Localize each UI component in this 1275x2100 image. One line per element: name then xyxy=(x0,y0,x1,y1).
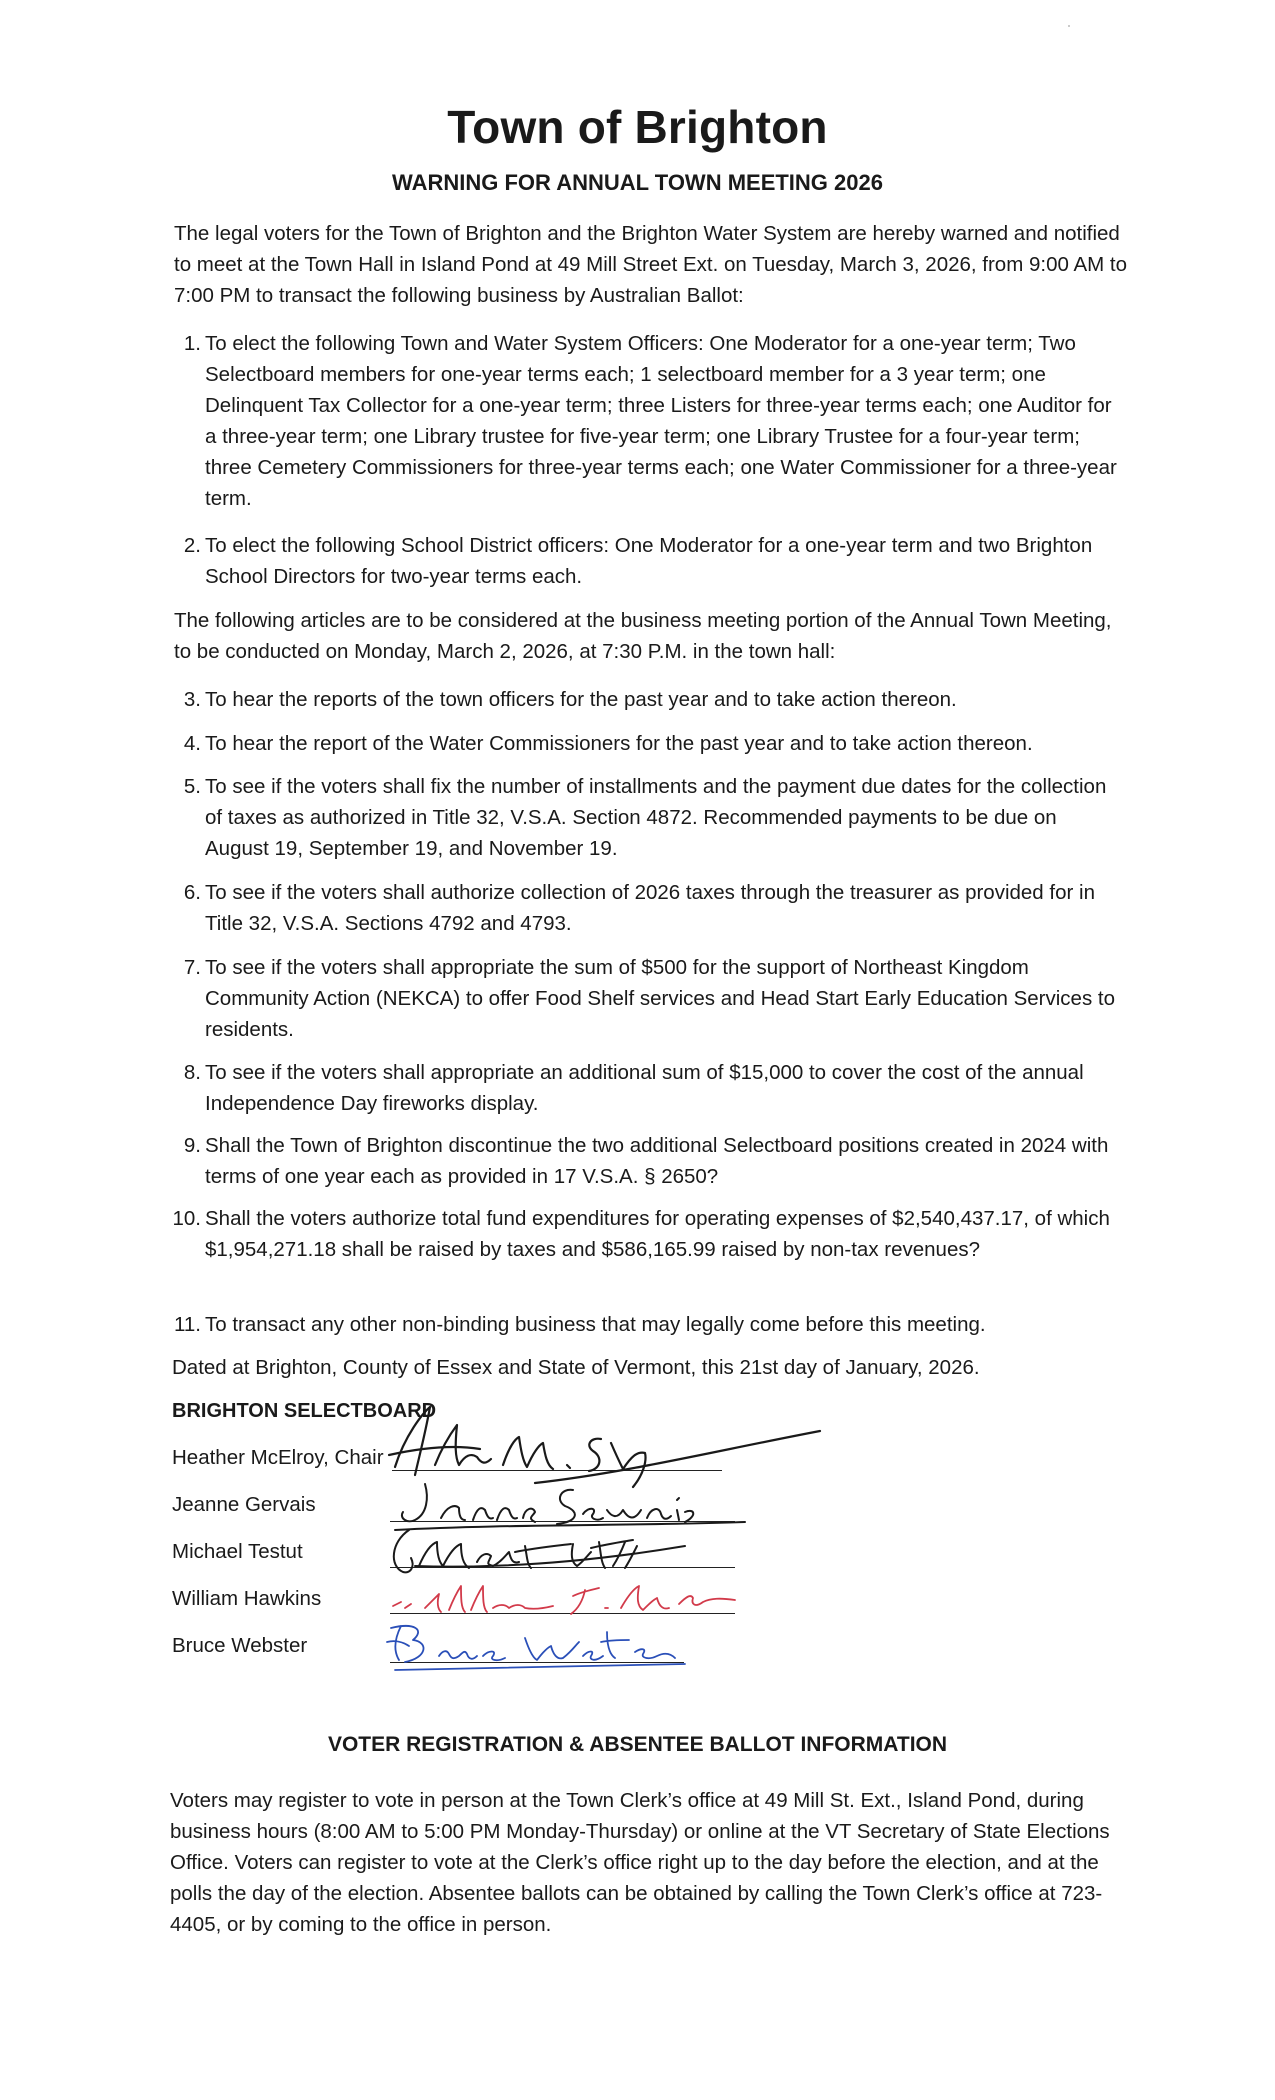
article-text: To see if the voters shall fix the number of installments and the payment due dates for the collection of taxes as authorized in Title 32, V.S.A. Section 4872. Recommended payments to be due on August 19, September 19, and November 19. xyxy=(205,775,1107,860)
signer-name-5: Bruce Webster xyxy=(172,1634,308,1657)
article-10 xyxy=(172,1203,1125,1265)
article-number: 4. xyxy=(183,732,201,755)
voter-registration-paragraph: Voters may register to vote in person at the Town Clerk’s office at 49 Mill St. Ext., Island Pond, during business hours (8:00 AM to 5:00 PM Monday-Thursday) or online at the VT Secretary of State Elections Office. Voters can register to vote at the Clerk’s office right up to the day before the election, and at the polls the day of the election. Absentee ballots can be obtained by calling the Town Clerk’s office at 723-4405, or by coming to the office in person. xyxy=(170,1789,1110,1936)
article-text: To hear the report of the Water Commissioners for the past year and to take action thereon. xyxy=(205,732,1033,755)
article-number: 6. xyxy=(183,881,201,904)
article-number: 2. xyxy=(183,534,201,557)
article-text: To see if the voters shall appropriate the sum of $500 for the support of Northeast Kingdom Community Action (NEKCA) to offer Food Shelf services and Head Start Early Education Services to residents. xyxy=(205,956,1115,1041)
document-title: Town of Brighton xyxy=(447,101,828,153)
intro-paragraph: The legal voters for the Town of Brighton and the Brighton Water System are hereby warned and notified to meet at the Town Hall in Island Pond at 49 Mill Street Ext. on Tuesday, March 3, 2026, from 9:00 AM to 7:00 PM to transact the following business by Australian Ballot: xyxy=(174,222,1127,307)
article-9 xyxy=(183,1130,1125,1192)
article-number: 10. xyxy=(172,1207,201,1230)
article-6 xyxy=(183,877,1125,939)
article-3 xyxy=(183,684,1125,715)
signature-heather-mcelroy xyxy=(385,1395,825,1490)
article-number: 11. xyxy=(174,1313,201,1336)
signer-name-2: Jeanne Gervais xyxy=(172,1493,316,1516)
scan-speck xyxy=(1068,25,1070,27)
article-8 xyxy=(183,1057,1125,1119)
article-text: Shall the voters authorize total fund expenditures for operating expenses of $2,540,437.17, of which $1,954,271.18 shall be raised by taxes and $586,165.99 raised by non-tax revenues? xyxy=(205,1207,1110,1261)
article-text: To hear the reports of the town officers for the past year and to take action thereon. xyxy=(205,688,957,711)
article-2 xyxy=(183,530,1125,592)
article-text: To elect the following School District officers: One Moderator for a one-year term and two Brighton School Directors for two-year terms each. xyxy=(205,534,1093,588)
article-text: To see if the voters shall authorize collection of 2026 taxes through the treasurer as provided for in Title 32, V.S.A. Sections 4792 and 4793. xyxy=(205,881,1095,935)
article-number: 9. xyxy=(183,1134,201,1157)
dated-line: Dated at Brighton, County of Essex and State of Vermont, this 21st day of January, 2026. xyxy=(172,1356,980,1379)
signer-name-4: William Hawkins xyxy=(172,1587,322,1610)
article-text: To elect the following Town and Water System Officers: One Moderator for a one-year term; Two Selectboard members for one-year terms each; 1 selectboard member for a 3 year term; one Delinquent Tax Collector for a one-year term; three Listers for three-year terms each; one Auditor for a three-year term; one Library trustee for five-year term; one Library Trustee for a four-year term; three Cemetery Commissioners for three-year terms each; one Water Commissioner for a three-year term. xyxy=(205,332,1117,510)
article-text: To transact any other non-binding business that may legally come before this meeting. xyxy=(205,1313,986,1336)
signer-name-1: Heather McElroy, Chair xyxy=(172,1446,384,1469)
article-text: Shall the Town of Brighton discontinue the two additional Selectboard positions created in 2024 with terms of one year each as provided in 17 V.S.A. § 2650? xyxy=(205,1134,1109,1188)
article-number: 3. xyxy=(183,688,201,711)
article-1 xyxy=(183,328,1125,514)
article-number: 7. xyxy=(183,956,201,979)
selectboard-heading: BRIGHTON SELECTBOARD xyxy=(172,1400,437,1422)
business-intro-paragraph: The following articles are to be considered at the business meeting portion of the Annual Town Meeting, to be conducted on Monday, March 2, 2026, at 7:30 P.M. in the town hall: xyxy=(174,609,1112,663)
article-number: 1. xyxy=(183,332,201,355)
signature-michael-testut xyxy=(385,1522,705,1582)
article-number: 5. xyxy=(183,775,201,798)
article-11 xyxy=(174,1309,1125,1340)
document-subtitle: WARNING FOR ANNUAL TOWN MEETING 2026 xyxy=(392,170,883,195)
signature-bruce-webster xyxy=(385,1620,695,1675)
signer-name-3: Michael Testut xyxy=(172,1540,303,1563)
article-4 xyxy=(183,728,1125,759)
article-text: To see if the voters shall appropriate an additional sum of $15,000 to cover the cost of the annual Independence Day fireworks display. xyxy=(205,1061,1084,1115)
article-5 xyxy=(183,771,1125,864)
article-number: 8. xyxy=(183,1061,201,1084)
voter-registration-heading: VOTER REGISTRATION & ABSENTEE BALLOT INFORMATION xyxy=(327,1733,948,1756)
article-7 xyxy=(183,952,1125,1045)
